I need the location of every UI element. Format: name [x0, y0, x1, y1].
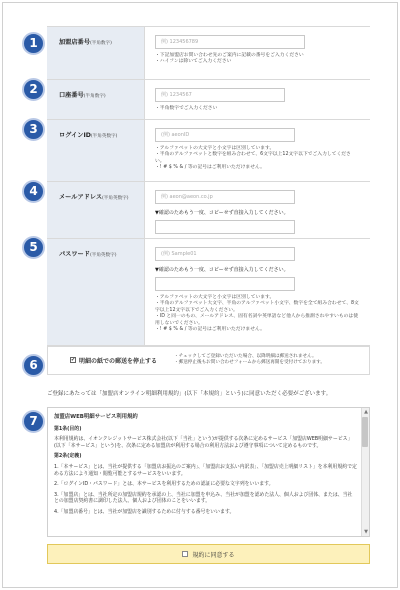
login-id-label-cell	[47, 120, 145, 181]
password-input[interactable]: (例) Sample01	[155, 247, 295, 261]
account-number-hint: ・半角数字でご入力ください	[155, 106, 218, 111]
agree-to-terms-button[interactable]	[47, 544, 370, 564]
email-label: メールアドレス	[59, 194, 103, 201]
hint-line: ・ハイフンは除いてご入力ください	[155, 59, 232, 65]
paper-optout-label[interactable]: 明細の紙での郵送を停止する	[79, 357, 158, 365]
agree-checkbox-icon	[182, 551, 188, 557]
account-number-input[interactable]: 例) 1234567	[155, 88, 285, 102]
step-badge-4: 4	[22, 180, 45, 203]
merchant-number-field-cell	[145, 27, 370, 79]
agreement-lead-text: ご登録にあたっては「加盟店オンライン明細利用規約」(以下「本規約」という)に同意いただく必要がございます。	[47, 391, 332, 397]
hint-line: ・アルファベットの大文字と小文字は区別しています。	[155, 295, 275, 300]
login-id-input[interactable]: (例) aeonID	[155, 128, 295, 142]
login-id-row	[47, 120, 370, 182]
terms-paragraph: 本利用規約は、イオンクレジットサービス株式会社(以下「当社」という)が提供する次条に定めるサービス「加盟店WEB明細サービス」(以下「本サービス」という)を、次条に定める加盟店が利用する場合の利用方法および遵守事項について定めるものです。	[54, 436, 353, 449]
paper-optout-notes	[174, 354, 325, 367]
merchant-number-hint	[155, 53, 360, 66]
hint-line: ・ID と同一のもの、メールアドレス、固有名詞や英単語など他人から推測されやすいものは使用しないでください。	[155, 314, 359, 326]
terms-paragraph: 4.「加盟店番号」とは、当社が加盟店を識別するために付与する番号をいいます。	[54, 508, 235, 515]
step-badge-5: 5	[22, 236, 45, 259]
hint-line: ・半角のアルファベットと数字を組み合わせて、6文字以上12文字以下でご入力してください。	[155, 152, 351, 164]
step-badge-7: 7	[22, 410, 45, 433]
scroll-up-arrow-icon[interactable]: ▲	[364, 409, 368, 415]
step-badge-6: 6	[22, 354, 45, 377]
hint-line: ・下記加盟店お問い合わせ先のご案内に記載の番号をご入力ください	[155, 53, 304, 58]
password-label: パスワード	[59, 251, 90, 258]
password-confirm-input[interactable]	[155, 277, 295, 291]
password-confirm-note: ▼確認のためもう一度、コピーせず直接入力してください。	[155, 267, 289, 273]
email-input[interactable]: 例) aeon@aeon.co.jp	[155, 190, 295, 204]
merchant-number-label: 加盟店番号	[59, 39, 90, 46]
email-note: (半角英数字)	[102, 196, 129, 201]
terms-paragraph: 2.「ログインID・パスワード」とは、本サービスを利用するための認証に必要な文字列をいいます。	[54, 481, 274, 488]
agree-to-terms-label: 規約に同意する	[192, 551, 235, 559]
email-label-cell	[47, 182, 145, 238]
password-row	[47, 239, 370, 347]
account-number-label-cell	[47, 80, 145, 119]
password-note: (半角英数字)	[89, 253, 117, 258]
terms-content	[54, 414, 357, 520]
optout-note-line: ・チェックしてご登録いただいた場合、以降明細は郵送されません。	[174, 353, 317, 359]
account-number-row	[47, 80, 370, 120]
login-id-label: ログインID	[59, 132, 91, 139]
terms-section-heading: 第2条(定義)	[54, 453, 82, 460]
step-badge-1: 1	[22, 32, 45, 55]
merchant-number-label-cell	[47, 27, 145, 79]
hint-line: ・アルファベットの大文字と小文字は区別しています。	[155, 146, 275, 151]
account-number-label: 口座番号	[59, 92, 84, 99]
account-number-field-cell	[145, 80, 370, 119]
password-label-cell	[47, 239, 145, 346]
login-id-hint	[155, 146, 360, 172]
terms-section-heading: 第1条(目的)	[54, 425, 82, 432]
paper-optout-box	[47, 345, 370, 375]
scroll-down-arrow-icon[interactable]: ▼	[364, 529, 368, 535]
email-confirm-note: ▼確認のためもう一度、コピーせず直接入力してください。	[155, 210, 289, 216]
login-id-field-cell	[145, 120, 370, 181]
password-hint	[155, 295, 360, 333]
hint-line: ・! # $ % & / 等の記号はご利用いただけません。	[155, 327, 265, 333]
account-number-note: (半角数字)	[83, 94, 106, 99]
password-field-cell	[145, 239, 370, 346]
email-confirm-input[interactable]	[155, 220, 295, 234]
scroll-thumb[interactable]	[362, 417, 368, 447]
email-field-cell	[145, 182, 370, 238]
merchant-number-input[interactable]: 例) 123456789	[155, 35, 305, 49]
optout-note-line: ・郵送停止後もお問い合わせフォームから郵送再開を受付けております。	[174, 360, 325, 365]
merchant-number-row	[47, 27, 370, 80]
hint-line: ・! # $ % & / 等の記号はご利用いただけません。	[155, 165, 265, 171]
registration-form	[47, 26, 370, 347]
terms-box[interactable]	[47, 407, 370, 537]
terms-paragraph: 3.「加盟店」とは、当社所定の加盟店規約を承認の上、当社に加盟を申込み、当社が加盟を認めた法人、個人および団体、または、当社との加盟店契約書に調印した法人、個人および団体のことをいいます。	[54, 491, 353, 505]
step-badge-3: 3	[22, 118, 45, 141]
login-id-note: (半角英数字)	[90, 134, 118, 139]
hint-line: ・半角のアルファベット大文字、半角のアルファベット小文字、数字を全て組み合わせて、8文字以上12文字以下でご入力ください。	[155, 301, 359, 313]
step-badge-2: 2	[22, 78, 45, 101]
paper-optout-checkbox[interactable]: ✔	[71, 357, 76, 363]
terms-paragraph: 1.「本サービス」とは、当社が提供する「加盟店お振込のご案内」、「加盟店お支払い内訳表」、「加盟店売上明細リスト」を本利用規約で定める方法により通知・閲覧可能とするサービスをいいます。	[54, 463, 357, 477]
terms-scrollbar[interactable]	[361, 408, 369, 536]
merchant-number-note: (半角数字)	[89, 41, 112, 46]
terms-title: 加盟店WEB明細サービス利用規約	[54, 414, 138, 420]
email-row	[47, 182, 370, 239]
